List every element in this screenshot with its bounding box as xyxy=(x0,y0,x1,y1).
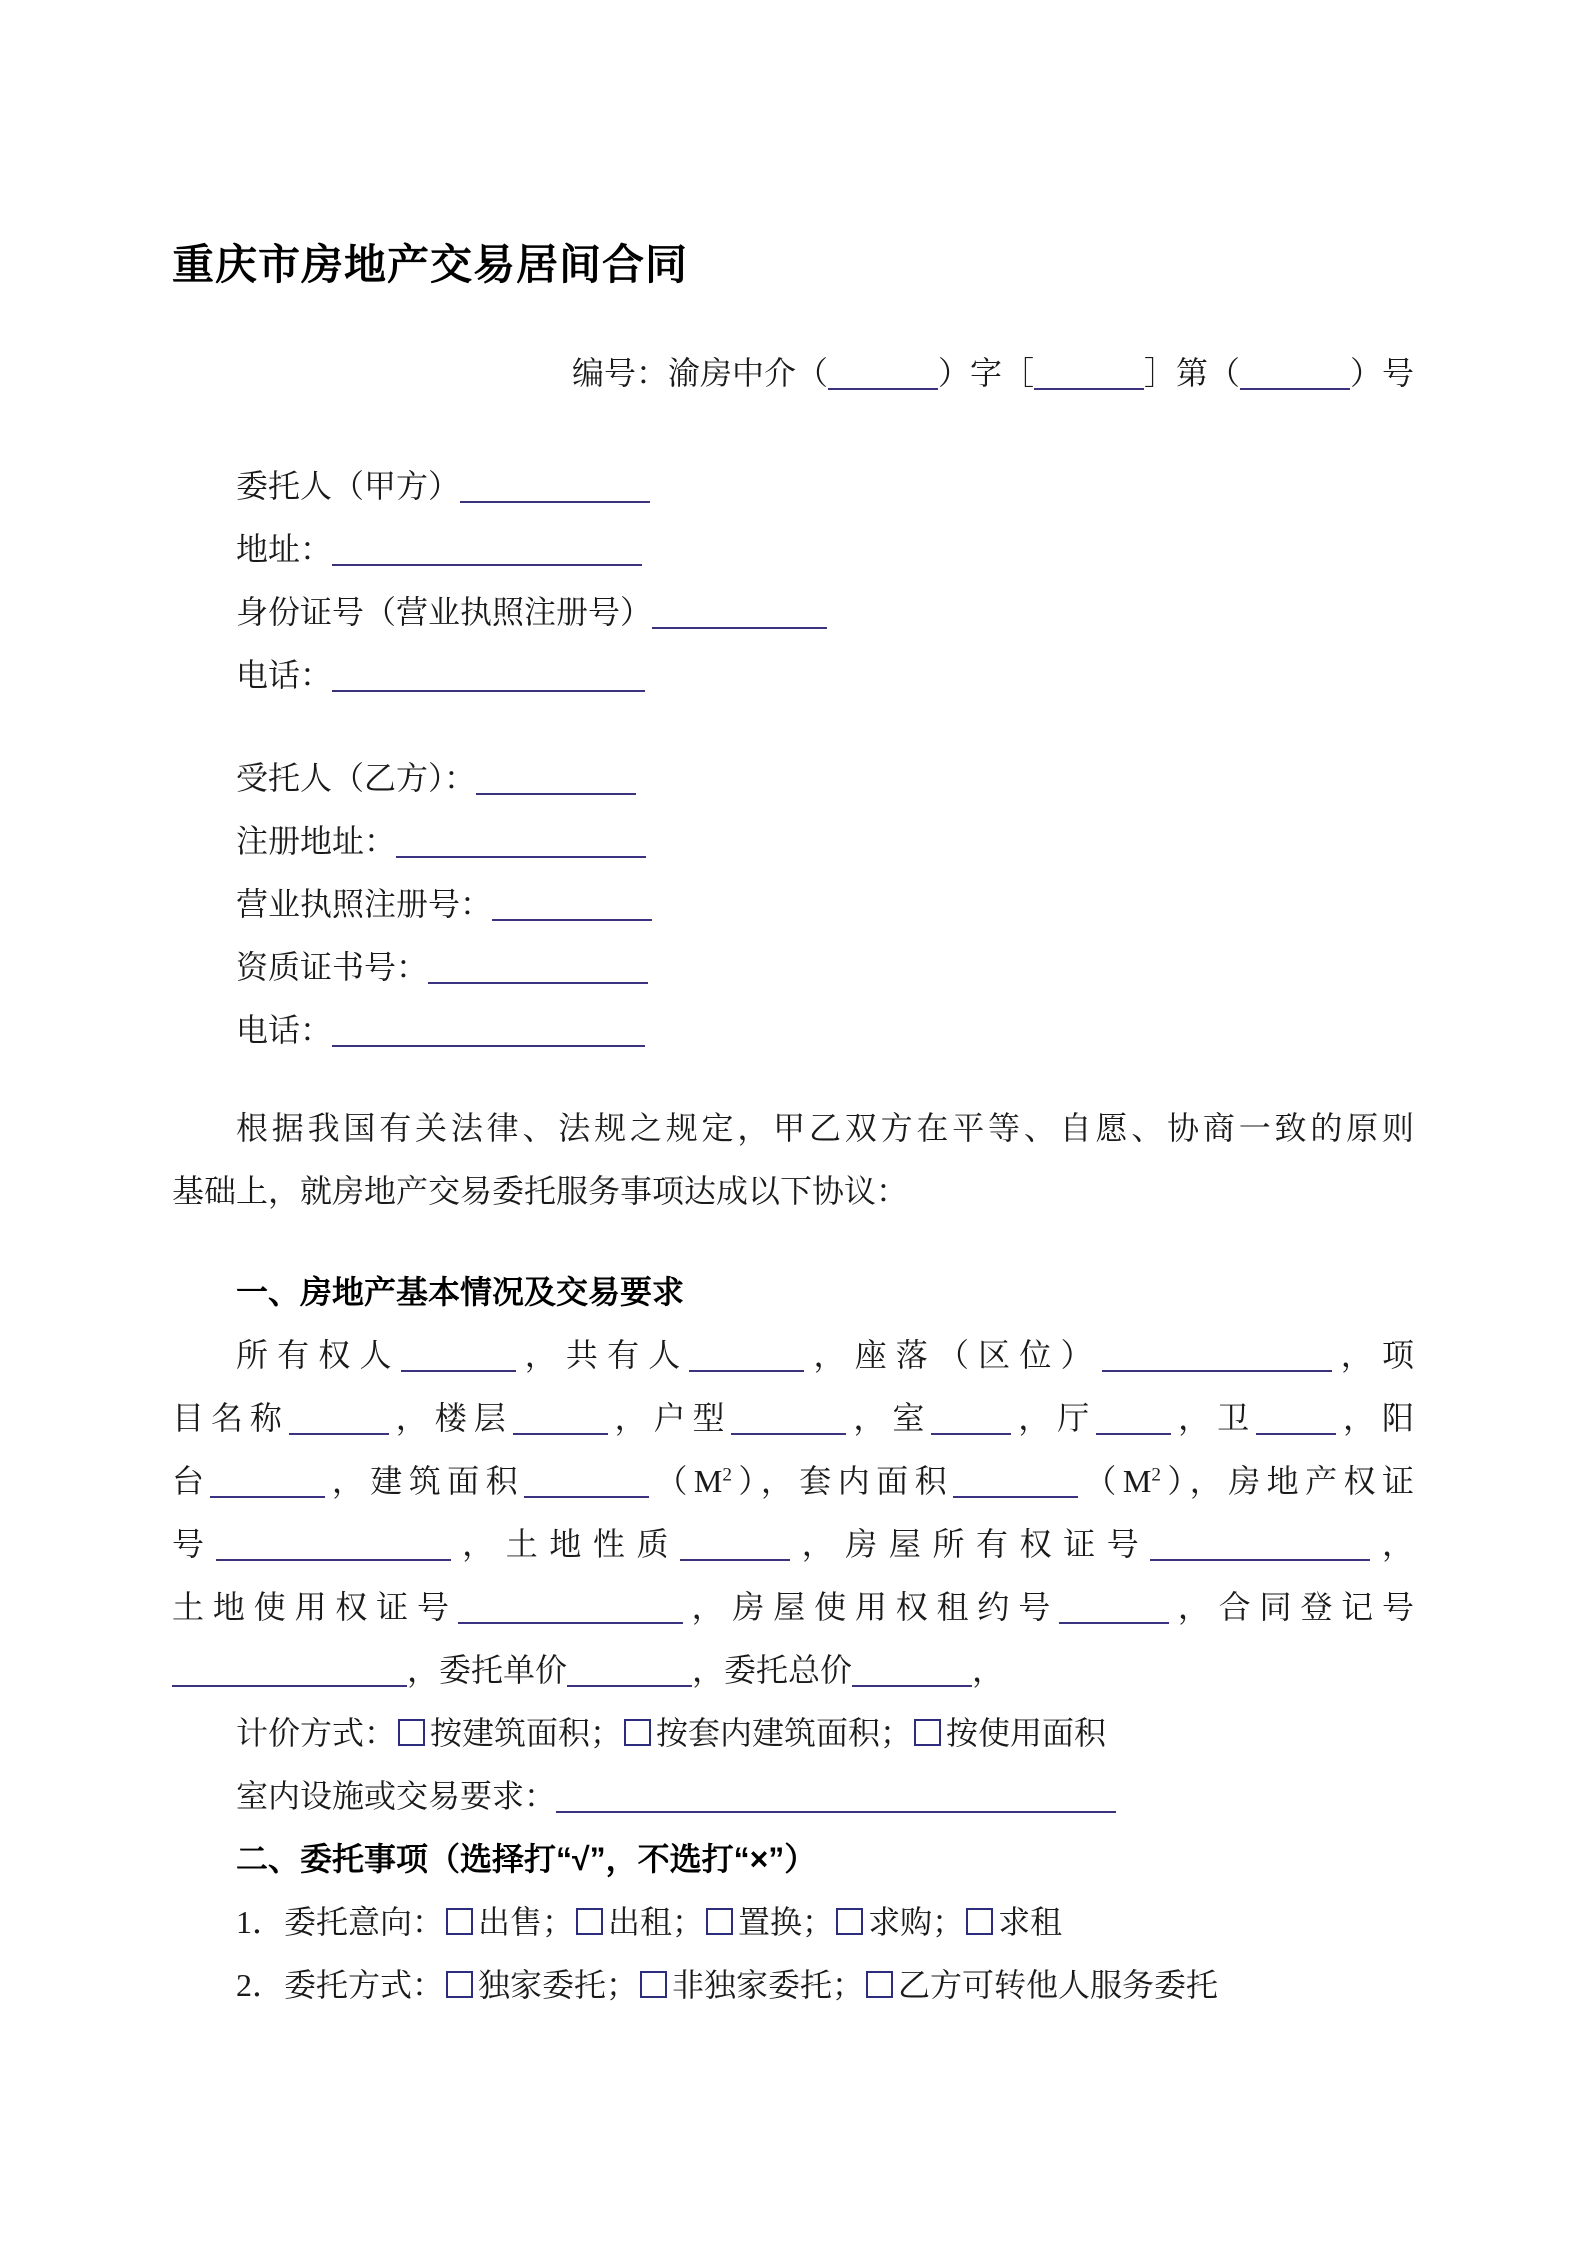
text-run: ，合同登记号 xyxy=(1169,1589,1414,1625)
text-run: 二、委托事项（选择打“√”，不选打“×”） xyxy=(236,1841,817,1877)
field-address xyxy=(172,518,1414,581)
checkbox-icon xyxy=(914,1719,941,1746)
checkbox-icon xyxy=(706,1908,733,1935)
text-run: 身份证号（营业执照注册号） xyxy=(236,594,653,630)
checkbox-icon xyxy=(446,1908,473,1935)
blank-underline xyxy=(476,793,636,795)
checkbox-icon xyxy=(576,1908,603,1935)
field-id-or-license-number xyxy=(172,581,1414,644)
blank-underline xyxy=(458,1622,683,1624)
field-registered-address xyxy=(172,810,1414,873)
text-run: ，室 xyxy=(846,1400,932,1436)
blank-underline xyxy=(332,564,642,566)
text-run: ）字［ xyxy=(937,355,1034,391)
para-property-line-5 xyxy=(172,1576,1414,1639)
checkbox-icon xyxy=(866,1971,893,1998)
para-property-line-4 xyxy=(172,1513,1414,1576)
blank-underline xyxy=(1150,1559,1370,1561)
text-run: ，楼层 xyxy=(388,1400,513,1436)
text-run: ， xyxy=(972,1652,1005,1688)
checkbox-icon xyxy=(640,1971,667,1998)
blank-underline xyxy=(689,1370,804,1372)
blank-underline xyxy=(556,1811,1116,1813)
field-indoor-facilities-requirements xyxy=(172,1765,1414,1828)
blank-underline xyxy=(1102,1370,1332,1372)
text-run: （M xyxy=(1078,1463,1152,1499)
blank-underline xyxy=(332,1045,645,1047)
text-run: 土地使用权证号 xyxy=(172,1589,458,1625)
text-run: 求购； xyxy=(868,1904,965,1940)
field-business-license-number xyxy=(172,873,1414,936)
field-client-party-a xyxy=(172,455,1414,518)
text-run: ，项 xyxy=(1331,1337,1414,1373)
blank-underline xyxy=(513,1433,608,1435)
para-preamble-line-1 xyxy=(172,1097,1414,1160)
spacer xyxy=(172,405,1414,455)
item-entrust-intention xyxy=(172,1891,1414,1954)
text-run: 号 xyxy=(172,1526,216,1562)
text-run: 出售； xyxy=(478,1904,575,1940)
text-run: 基础上，就房地产交易委托服务事项达成以下协议： xyxy=(172,1173,909,1209)
blank-underline xyxy=(401,1370,516,1372)
field-trustee-party-b xyxy=(172,747,1414,810)
superscript: 2 xyxy=(1151,1464,1161,1486)
text-run: 资质证书号： xyxy=(236,949,429,985)
text-run: 按建筑面积； xyxy=(430,1715,623,1751)
text-run: 受托人（乙方）： xyxy=(236,760,477,796)
text-run: 地址： xyxy=(236,531,333,567)
blank-underline xyxy=(828,388,938,390)
heading-section-one xyxy=(172,1261,1414,1324)
blank-underline xyxy=(492,919,652,921)
blank-underline xyxy=(567,1685,692,1687)
text-run: 一、房地产基本情况及交易要求 xyxy=(236,1274,685,1310)
blank-underline xyxy=(1240,388,1350,390)
text-run: ），房地产权证 xyxy=(1160,1463,1414,1499)
text-run: （M xyxy=(649,1463,723,1499)
text-run: 非独家委托； xyxy=(672,1967,865,2003)
text-run: 目名称 xyxy=(172,1400,289,1436)
blank-underline xyxy=(210,1496,325,1498)
blank-underline xyxy=(524,1496,649,1498)
blank-underline xyxy=(852,1685,972,1687)
blank-underline xyxy=(216,1559,451,1561)
blank-underline xyxy=(731,1433,846,1435)
para-preamble-line-2 xyxy=(172,1160,1414,1223)
para-pricing-method xyxy=(172,1702,1414,1765)
para-property-line-1 xyxy=(172,1324,1414,1387)
text-run: ），套内面积 xyxy=(731,1463,953,1499)
text-run: 独家委托； xyxy=(478,1967,639,2003)
blank-underline xyxy=(680,1559,790,1561)
text-run: 乙方可转他人服务委托 xyxy=(898,1967,1219,2003)
para-property-line-6 xyxy=(172,1639,1414,1702)
field-phone-party-b xyxy=(172,999,1414,1062)
text-run: 按套内建筑面积； xyxy=(656,1715,913,1751)
blank-underline xyxy=(289,1433,389,1435)
text-run: 计价方式： xyxy=(236,1715,397,1751)
text-run: 求租 xyxy=(998,1904,1063,1940)
blank-underline xyxy=(931,1433,1011,1435)
text-run: 置换； xyxy=(738,1904,835,1940)
para-property-line-3 xyxy=(172,1450,1414,1513)
text-run: ，户型 xyxy=(607,1400,732,1436)
spacer xyxy=(172,1062,1414,1097)
checkbox-icon xyxy=(966,1908,993,1935)
text-run: 营业执照注册号： xyxy=(236,886,493,922)
checkbox-icon xyxy=(624,1719,651,1746)
text-run: 2．委托方式： xyxy=(236,1967,445,2003)
para-property-line-2 xyxy=(172,1387,1414,1450)
text-run: ，委托总价 xyxy=(692,1652,853,1688)
text-run: 台 xyxy=(172,1463,211,1499)
blank-underline xyxy=(1059,1622,1169,1624)
text-run: 按使用面积 xyxy=(946,1715,1107,1751)
text-run: 出租； xyxy=(608,1904,705,1940)
blank-underline xyxy=(1034,388,1144,390)
checkbox-icon xyxy=(446,1971,473,1998)
blank-underline xyxy=(396,856,646,858)
text-run: ，房屋所有权证号 xyxy=(790,1526,1151,1562)
text-run: 注册地址： xyxy=(236,823,397,859)
text-run: 室内设施或交易要求： xyxy=(236,1778,557,1814)
text-run: ，房屋使用权租约号 xyxy=(682,1589,1060,1625)
blank-underline xyxy=(652,627,827,629)
field-qualification-certificate-number xyxy=(172,936,1414,999)
superscript: 2 xyxy=(722,1464,732,1486)
item-entrust-mode xyxy=(172,1954,1414,2017)
text-run: ，建筑面积 xyxy=(325,1463,525,1499)
blank-underline xyxy=(953,1496,1078,1498)
text-run: ）号 xyxy=(1349,355,1414,391)
checkbox-icon xyxy=(836,1908,863,1935)
text-run: 根据我国有关法律、法规之规定，甲乙双方在平等、自愿、协商一致的原则 xyxy=(236,1110,1414,1146)
text-run: ，委托单价 xyxy=(407,1652,568,1688)
heading-section-two xyxy=(172,1828,1414,1891)
text-run: 委托人（甲方） xyxy=(236,468,461,504)
text-run: 电话： xyxy=(236,1012,333,1048)
text-run: 电话： xyxy=(236,657,333,693)
text-run: ，土地性质 xyxy=(450,1526,681,1562)
blank-underline xyxy=(332,690,645,692)
text-run: ，卫 xyxy=(1171,1400,1257,1436)
document-lines xyxy=(172,342,1414,2017)
text-run: ，厅 xyxy=(1011,1400,1097,1436)
doc-number-line xyxy=(172,342,1414,405)
page-title: 重庆市房地产交易居间合同 xyxy=(172,241,689,288)
blank-underline xyxy=(1256,1433,1336,1435)
text-run: 编号：渝房中介（ xyxy=(571,355,828,391)
field-phone-party-a xyxy=(172,644,1414,707)
blank-underline xyxy=(172,1685,407,1687)
spacer xyxy=(172,1223,1414,1261)
blank-underline xyxy=(428,982,648,984)
text-run: 1．委托意向： xyxy=(236,1904,445,1940)
blank-underline xyxy=(1096,1433,1171,1435)
text-run: ， xyxy=(1370,1526,1414,1562)
text-run: ，阳 xyxy=(1336,1400,1414,1436)
text-run: ］第（ xyxy=(1143,355,1240,391)
text-run: 所有权人 xyxy=(236,1337,401,1373)
spacer xyxy=(172,707,1414,747)
blank-underline xyxy=(460,501,650,503)
checkbox-icon xyxy=(398,1719,425,1746)
text-run: ，座落（区位） xyxy=(804,1337,1102,1373)
text-run: ，共有人 xyxy=(515,1337,690,1373)
